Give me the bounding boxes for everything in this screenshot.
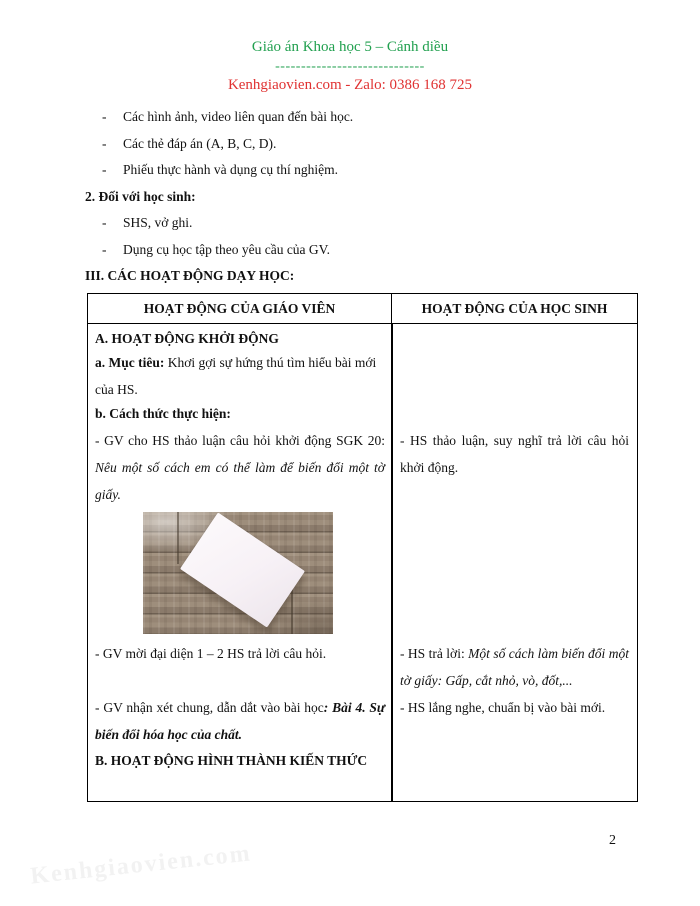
student-response-discussion: - HS thảo luận, suy nghĩ trả lời câu hỏi khởi động.: [400, 433, 629, 475]
list-bullet: -: [102, 241, 107, 257]
list-bullet: -: [102, 135, 107, 151]
list-item: [85, 210, 635, 237]
teacher-objective: a. Mục tiêu: Khơi gợi sự hứng thú tìm hiểu bài mới của HS.: [95, 355, 377, 397]
header-contact: Kenhgiaovien.com - Zalo: 0386 168 725: [227, 77, 473, 93]
column-divider: [391, 324, 393, 801]
teacher-step-conclude: - GV nhận xét chung, dẫn dắt vào bài học: Bài 4. Sự biến đổi hóa học của chất.: [95, 700, 385, 742]
teacher-step-discussion: - GV cho HS thảo luận câu hỏi khởi động SGK 20: Nêu một số cách em có thể làm để biến đổi một tờ giấy.: [95, 433, 385, 502]
students-section-heading: 2. Đối với học sinh:: [85, 188, 196, 204]
teacher-method-heading: b. Cách thức thực hiện:: [95, 406, 231, 421]
teacher-section-a-heading: A. HOẠT ĐỘNG KHỞI ĐỘNG: [95, 331, 279, 346]
list-item: [85, 104, 635, 131]
intro-section: [85, 104, 635, 290]
list-item: [85, 237, 635, 264]
list-bullet: -: [102, 215, 107, 230]
teacher-step-invite: - GV mời đại diện 1 – 2 HS trả lời câu hỏi.: [95, 646, 327, 661]
activities-table: [87, 293, 638, 802]
list-bullet: -: [102, 109, 107, 124]
list-item-text: SHS, vở ghi.: [123, 215, 193, 230]
student-response-answer: - HS trả lời: Một số cách làm biến đổi một tờ giấy: Gấp, cắt nhỏ, vò, đốt,...: [400, 646, 629, 688]
list-item: [85, 131, 635, 158]
activities-section-heading: III. CÁC HOẠT ĐỘNG DẠY HỌC:: [85, 268, 295, 283]
list-item-text: Các thẻ đáp án (A, B, C, D).: [123, 135, 277, 151]
teacher-section-b-heading: B. HOẠT ĐỘNG HÌNH THÀNH KIẾN THỨC: [95, 753, 368, 768]
table-body: [88, 324, 637, 801]
paper-sheet: [180, 512, 305, 627]
teacher-column-header: HOẠT ĐỘNG CỦA GIÁO VIÊN: [88, 294, 392, 323]
table-header-row: [88, 294, 637, 324]
list-item-text: Các hình ảnh, video liên quan đến bài học.: [123, 109, 354, 124]
student-column-header: HOẠT ĐỘNG CỦA HỌC SINH: [421, 300, 608, 316]
student-response-listen: - HS lắng nghe, chuẩn bị vào bài mới.: [400, 700, 606, 715]
list-item-text: Dụng cụ học tập theo yêu cầu của GV.: [123, 241, 331, 257]
wood-seam: [177, 512, 179, 564]
document-title: Giáo án Khoa học 5 – Cánh diều: [251, 39, 449, 55]
list-item: [85, 157, 635, 184]
watermark: Kenhgiaovien.com: [29, 840, 253, 890]
page-number: 2: [609, 833, 616, 848]
page-header: [0, 38, 700, 95]
list-item-text: Phiếu thực hành và dụng cụ thí nghiệm.: [123, 162, 339, 177]
list-bullet: -: [102, 162, 107, 177]
header-divider: -----------------------------: [275, 59, 425, 74]
paper-photo: [143, 512, 333, 634]
